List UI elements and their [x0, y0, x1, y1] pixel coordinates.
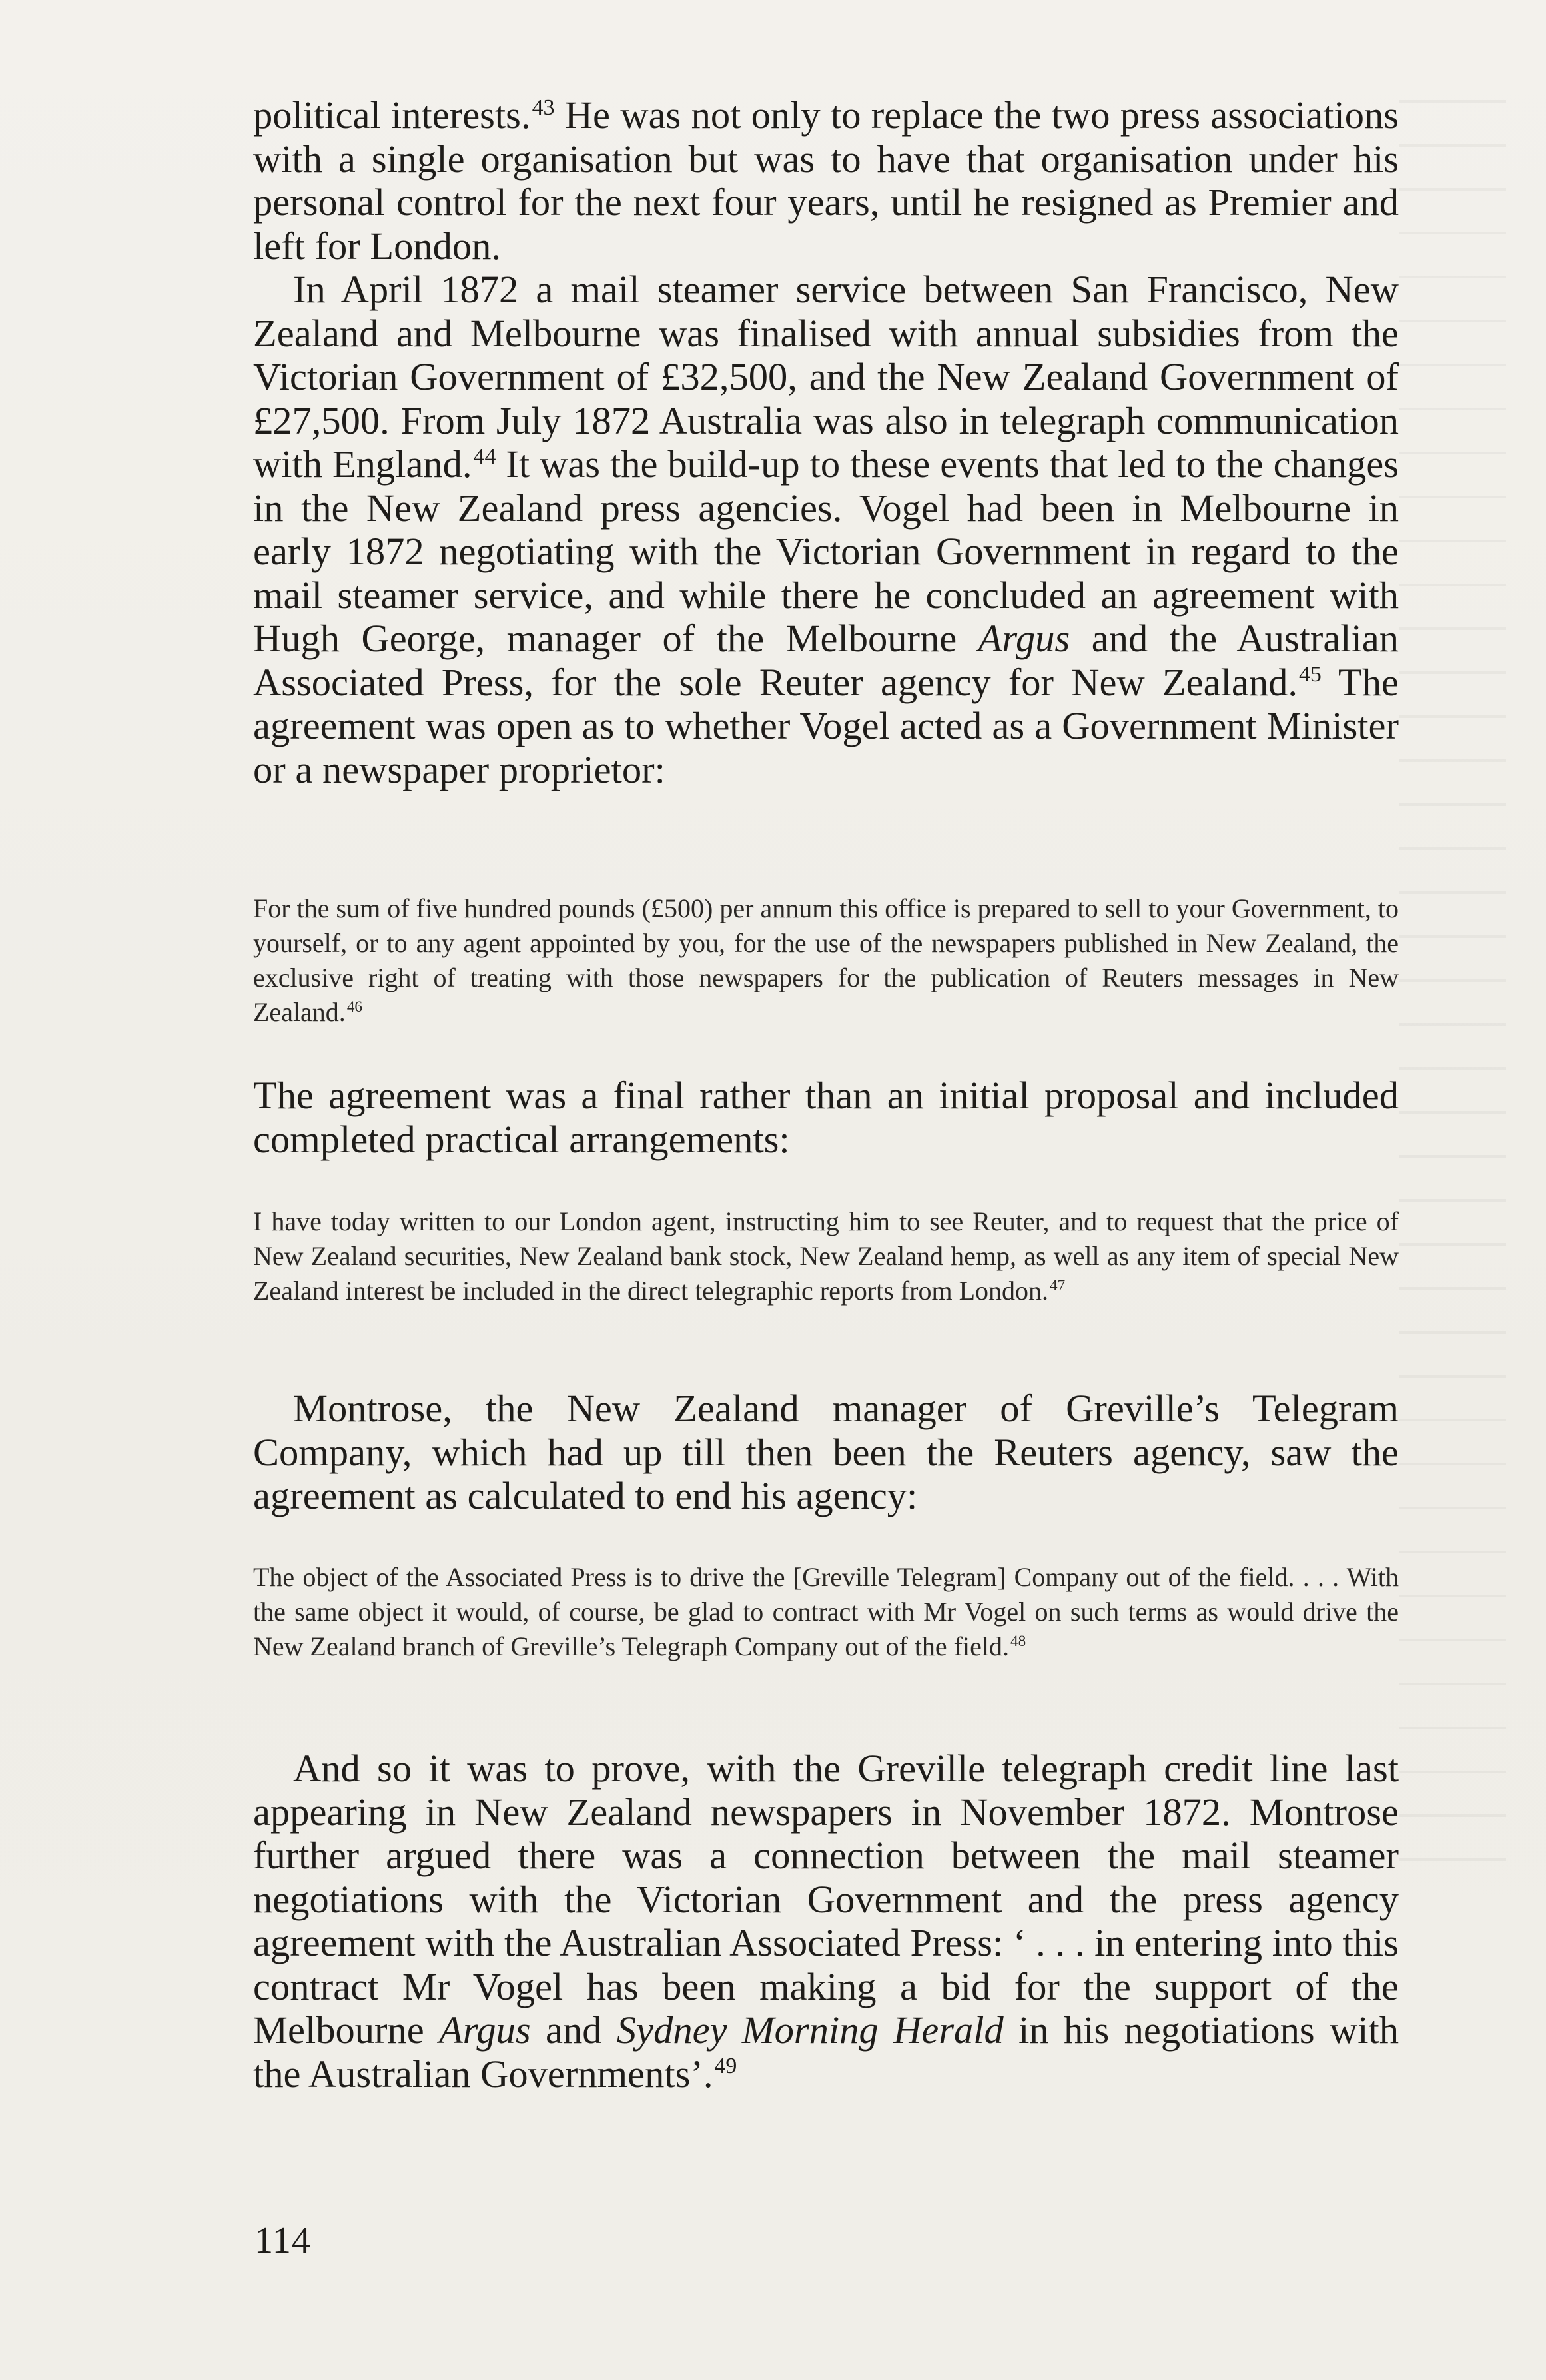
italic-title: Argus — [439, 2008, 531, 2052]
footnote-ref-48: 48 — [1010, 1633, 1026, 1651]
footnote-ref-43: 43 — [532, 95, 555, 120]
block-quote-2-body: I have today written to our London agent, instructing him to see Reuter, and to request that the price of New Zealand securities, New Zealand bank stock, New Zealand hemp, as well as any item of special New Zealand interest be included in the direct telegraphic reports from London. — [253, 1206, 1399, 1306]
paragraph-5 — [253, 1747, 1399, 2096]
page-number: 114 — [254, 2220, 311, 2261]
block-quote-2-text — [253, 1204, 1399, 1308]
paragraph-3 — [253, 1074, 1399, 1161]
block-quote-2 — [253, 1204, 1399, 1308]
footnote-ref-44: 44 — [473, 444, 496, 469]
paragraph-4-text: Montrose, the New Zealand manager of Greville’s Telegram Company, which had up till then been the Reuters agency, saw the agreement as calculated to end his agency: — [253, 1387, 1399, 1517]
italic-title: Sydney Morning Herald — [616, 2008, 1004, 2052]
block-quote-1 — [253, 891, 1399, 1030]
paragraph-2 — [253, 268, 1399, 791]
italic-title: Argus — [978, 617, 1070, 660]
paragraph-1-text: political interests.$^{43}$ He was not only to replace the two press associations with a single organisation but was to have that organisation under his personal control for the next four years, until he resigned as Premier and left for London. — [253, 93, 1399, 268]
footnote-ref-49: 49 — [714, 2054, 737, 2079]
paragraph-4 — [253, 1387, 1399, 1518]
block-quote-3 — [253, 1560, 1399, 1664]
block-quote-1-body: For the sum of five hundred pounds (£500) per annum this office is prepared to sell to your Government, to yourself, or to any agent appointed by you, for the use of the newspapers published in New Zealand, the exclusive right of treating with those newspapers for the publication of Reuters messages in New Zealand. — [253, 893, 1399, 1027]
footnote-ref-45: 45 — [1298, 662, 1322, 687]
show-through-marks — [1399, 100, 1506, 1898]
footnote-ref-47: 47 — [1050, 1277, 1066, 1295]
paragraph-3-text: The agreement was a final rather than an initial proposal and included completed practical arrangements: — [253, 1074, 1399, 1161]
paragraph-5-text: And so it was to prove, with the Greville telegraph credit line last appearing in New Zealand newspapers in November 1872. Montrose further argued there was a connection between the mail steamer negotiations with the Victorian Government and the press agency agreement with the Australian Associated Press: ‘ . . . in entering into this contract Mr Vogel has been making a bid for the support of the Melbourne Argus and Sydney Morning Herald in his negotiations with the Australian Governments’.$^{49}$ — [253, 1747, 1399, 2096]
block-quote-3-body: The object of the Associated Press is to drive the [Greville Telegram] Company out of the field. . . . With the same object it would, of course, be glad to contract with Mr Vogel on such terms as would drive the New Zealand branch of Greville’s Telegraph Company out of the field. — [253, 1562, 1399, 1661]
paragraph-2-text: In April 1872 a mail steamer service between San Francisco, New Zealand and Melbourne was finalised with annual subsidies from the Victorian Government of £32,500, and the New Zealand Government of £27,500. From July 1872 Australia was also in telegraph communication with England.$^{44}$ It was the build-up to these events that led to the changes in the New Zealand press agencies. Vogel had been in Melbourne in early 1872 negotiating with the Victorian Government in regard to the mail steamer service, and while there he concluded an agreement with Hugh George, manager of the Melbourne Argus and the Australian Associated Press, for the sole Reuter agency for New Zealand.$^{45}$ The agreement was open as to whether Vogel acted as a Government Minister or a newspaper proprietor: — [253, 268, 1399, 791]
block-quote-3-text — [253, 1560, 1399, 1664]
block-quote-1-text — [253, 891, 1399, 1030]
footnote-ref-46: 46 — [346, 998, 362, 1016]
paragraph-1 — [253, 93, 1399, 268]
